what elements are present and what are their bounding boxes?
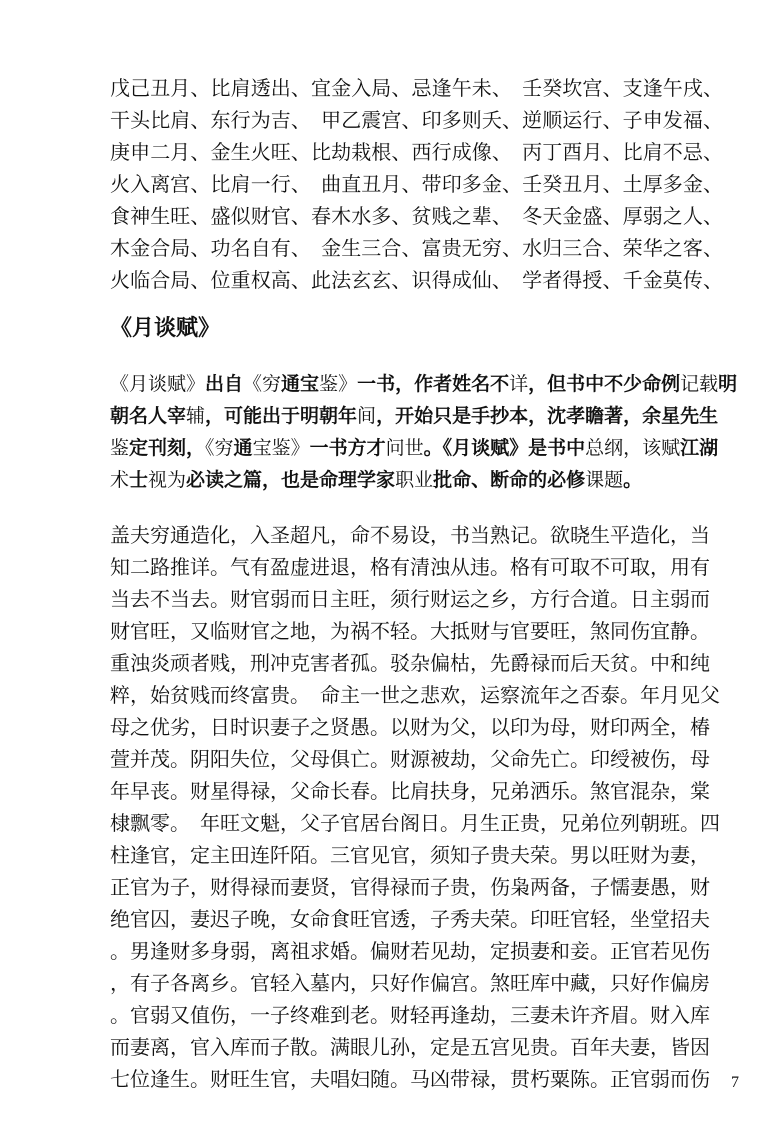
section-heading: 《月谈赋》: [110, 316, 221, 341]
intro-paragraph: [110, 368, 750, 496]
intro-run: 批命、断命的必修: [433, 469, 586, 491]
body-line: 母之优劣，日时识妻子之贤愚。以财为父，以印为母，财印两全，椿: [110, 715, 710, 739]
page-number: 7: [731, 1074, 739, 1091]
verse-line: 戊己丑月、比肩透出、宜金入局、忌逢午未、 壬癸坎宫、支逢午戌、: [110, 76, 724, 100]
intro-run: 。: [623, 469, 643, 491]
intro-run: 记载: [680, 373, 719, 395]
body-line: 财官旺，又临财官之地，为祸不轻。大抵财与官要旺，煞同伤宜静。: [110, 619, 710, 643]
verse-line: 干头比肩、东行为吉、 甲乙震宫、印多则夭、逆顺运行、子申发福、: [110, 108, 724, 132]
body-line: 粹，始贫贱而终富贵。 命主一世之悲欢，运察流年之否泰。年月见父: [110, 683, 720, 707]
verse-line: 木金合局、功名自有、 金生三合、富贵无穷、水归三合、荣华之客、: [110, 236, 724, 260]
intro-line: [110, 432, 750, 464]
intro-run: 《穷: [205, 437, 234, 459]
intro-run: 必读之篇，也是命理学家: [186, 469, 396, 491]
verse-line: 火临合局、位重权高、此法玄玄、识得成仙、 学者得授、千金莫传、: [110, 268, 724, 292]
body-line: 正官为子，财得禄而妻贤，官得禄而子贵，伤枭两备，子懦妻愚，财: [110, 875, 710, 899]
intro-run: 问世: [385, 437, 424, 459]
body-line: 柱逢官，定主田连阡陌。三官见官，须知子贵夫荣。男以旺财为妻，: [110, 843, 710, 867]
body-line: 重浊炎顽者贱，刑冲克害者孤。驳杂偏枯，先爵禄而后天贫。中和纯: [110, 651, 710, 675]
body-line: ，有子各离乡。官轻入墓内，只好作偏宫。煞旺库中藏，只好作偏房: [110, 971, 710, 995]
intro-run: 职业: [395, 469, 434, 491]
intro-run: 视为: [148, 469, 187, 491]
intro-line: [110, 400, 750, 432]
body-line: 绝官囚，妻迟子晚，女命食旺官透，子秀夫荣。印旺官轻，坐堂招夫: [110, 907, 710, 931]
intro-run: 明: [718, 373, 738, 395]
intro-run: 通宝: [281, 373, 320, 395]
body-line: 七位逢生。财旺生官，夫唱妇随。马凶带禄，贯朽粟陈。正官弱而伤: [110, 1067, 710, 1091]
intro-run: ，但书中不少命例: [528, 373, 681, 395]
intro-run: 课题: [585, 469, 624, 491]
body-line: 。官弱又值伤，一子终难到老。财轻再逢劫，三妻未许齐眉。财入库: [110, 1003, 710, 1027]
intro-run: 间: [357, 405, 377, 427]
intro-run: 一书方才: [309, 437, 386, 459]
intro-run: 总纲，该赋: [585, 437, 681, 459]
intro-run: 术: [110, 469, 130, 491]
intro-run: 定刊刻，: [129, 437, 206, 459]
body-line: 当去不当去。财官弱而日主旺，须行财运之乡，方行合道。日主弱而: [110, 587, 710, 611]
intro-run: ，可能出于明朝年: [205, 405, 358, 427]
intro-run: ，开始只是手抄本，沈孝瞻著，余星先生: [376, 405, 719, 427]
intro-run: 通: [233, 437, 253, 459]
body-line: 年早丧。财星得禄，父命长春。比肩扶身，兄弟洒乐。煞官混杂，棠: [110, 779, 710, 803]
intro-run: 出自: [205, 373, 244, 395]
body-line: 。男逢财多身弱，离祖求婚。偏财若见劫，定损妻和妾。正官若见伤: [110, 939, 710, 963]
verse-block: [110, 72, 750, 296]
intro-run: 《穷: [243, 373, 282, 395]
intro-run: 鉴: [110, 437, 130, 459]
intro-run: 辅: [186, 405, 206, 427]
body-line: 棣飘零。 年旺文魁，父子官居台阁日。月生正贵，兄弟位列朝班。四: [110, 811, 720, 835]
intro-line: [110, 464, 750, 496]
body-line: 知二路推详。气有盈虚进退，格有清浊从违。格有可取不可取，用有: [110, 555, 710, 579]
body-line: 而妻离，官入库而子散。满眼儿孙，定是五宫见贵。百年夫妻，皆因: [110, 1035, 710, 1059]
verse-line: 庚申二月、金生火旺、比劫栽根、西行成像、 丙丁酉月、比肩不忌、: [110, 140, 724, 164]
intro-run: 朝名人宰: [110, 405, 187, 427]
verse-line: 食神生旺、盛似财官、春木水多、贫贱之辈、 冬天金盛、厚弱之人、: [110, 204, 724, 228]
intro-run: 《月谈赋》: [110, 373, 206, 395]
body-line: 萱并茂。阴阳失位，父母俱亡。财源被劫，父命先亡。印绶被伤，母: [110, 747, 710, 771]
intro-run: 江湖: [680, 437, 719, 459]
intro-run: 。《月谈赋》是书中: [423, 437, 586, 459]
intro-run: 详: [509, 373, 529, 395]
body-line: 盖夫穷通造化，入圣超凡，命不易设，书当熟记。欲晓生平造化，当: [110, 523, 710, 547]
intro-run: 一书，作者姓名不: [357, 373, 510, 395]
verse-line: 火入离宫、比肩一行、 曲直丑月、带印多金、壬癸丑月、土厚多金、: [110, 172, 724, 196]
intro-run: 士: [129, 469, 149, 491]
intro-run: 鉴》: [319, 373, 358, 395]
body-text: [110, 519, 750, 1095]
intro-run: 宝鉴》: [252, 437, 310, 459]
intro-line: [110, 368, 750, 400]
